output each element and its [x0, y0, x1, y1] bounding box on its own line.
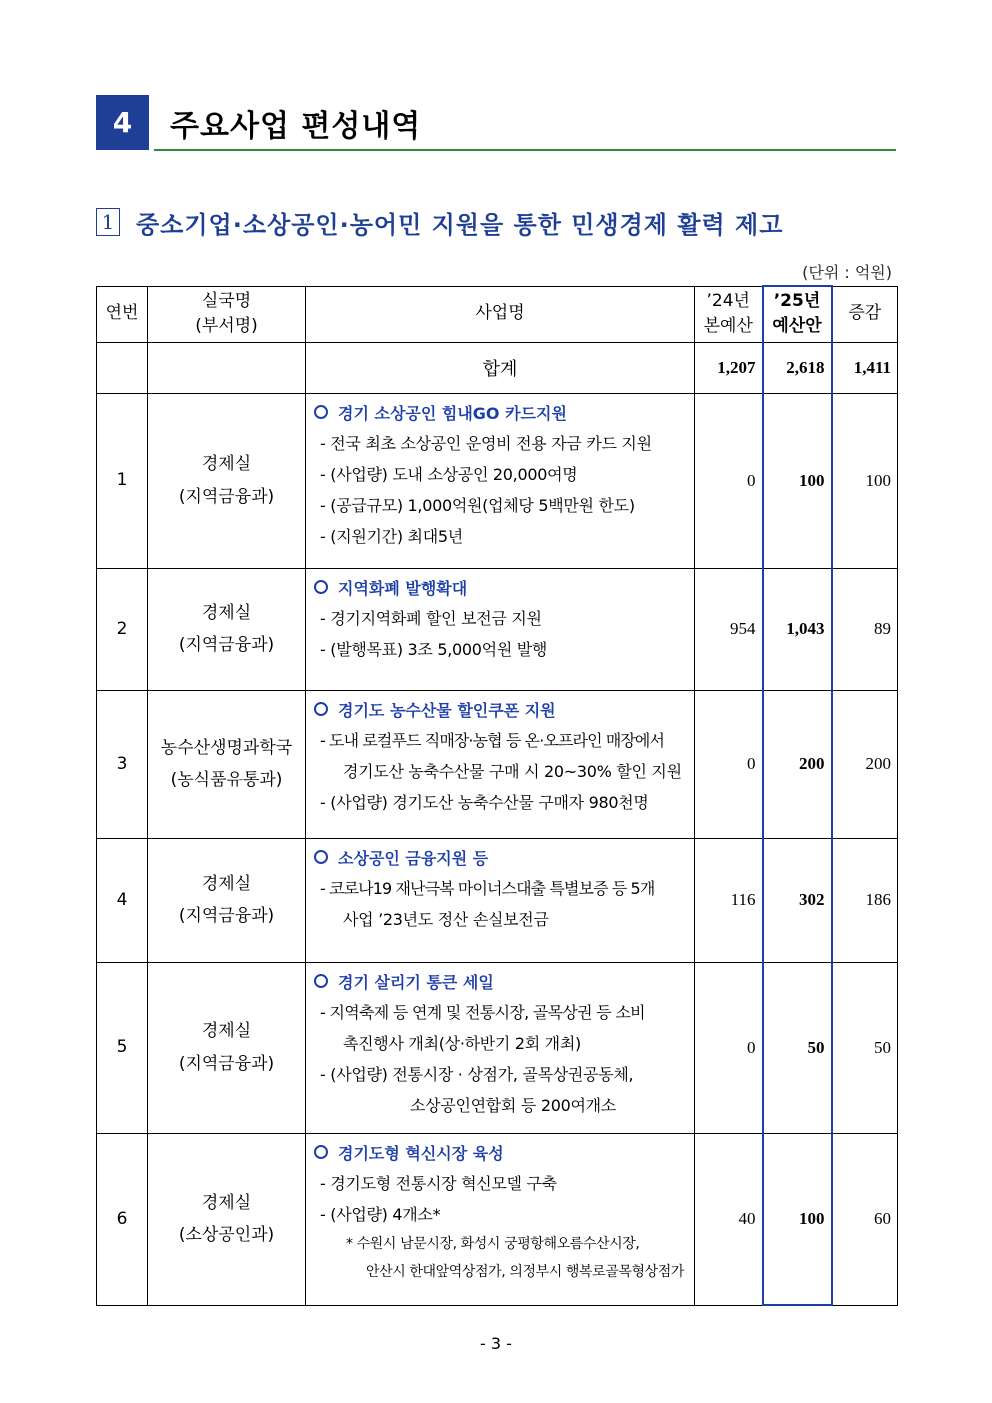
business-title-text: 경기도 농수산물 할인쿠폰 지원 [338, 700, 556, 720]
business-line: - 경기지역화폐 할인 보전금 지원 [320, 608, 542, 628]
row-business [306, 690, 695, 838]
row-y24: 0 [695, 393, 763, 568]
table-row [97, 962, 898, 1133]
header-no: 연번 [97, 286, 148, 342]
business-line: - (사업량) 전통시장 · 상점가, 골목상권공동체, [320, 1064, 634, 1084]
row-subdept-name: (지역금융과) [178, 486, 275, 507]
row-business [306, 838, 695, 962]
subheading-title: 중소기업·소상공인·농어민 지원을 통한 민생경제 활력 제고 [136, 211, 784, 239]
business-footnote: * 수원시 남문시장, 화성시 궁평항해오름수산시장, [346, 1235, 640, 1252]
circle-bullet-icon [314, 974, 328, 988]
header-y25-line1: ’25년 [773, 290, 821, 311]
business-line: - 전국 최초 소상공인 운영비 전용 자금 카드 지원 [320, 433, 652, 453]
business-line: - (공급규모) 1,000억원(업체당 5백만원 한도) [320, 495, 635, 515]
row-dept [148, 690, 306, 838]
circle-bullet-icon [314, 850, 328, 864]
total-y24: 1,207 [695, 342, 763, 393]
row-dept [148, 393, 306, 568]
table-row [97, 1133, 898, 1305]
section-title: 주요사업 편성내역 [170, 109, 422, 144]
circle-bullet-icon [314, 580, 328, 594]
business-title [314, 969, 688, 997]
header-dept-line2: (부서명) [195, 316, 258, 336]
business-line: - 도내 로컬푸드 직매장·농협 등 온·오프라인 매장에서 [320, 730, 665, 750]
row-y24: 954 [695, 568, 763, 690]
business-title-text: 지역화폐 발행확대 [338, 578, 468, 598]
row-dept [148, 568, 306, 690]
row-y24: 0 [695, 690, 763, 838]
row-y25: 1,043 [763, 568, 832, 690]
row-diff: 89 [832, 568, 898, 690]
row-y24: 40 [695, 1133, 763, 1305]
table-row [97, 568, 898, 690]
business-line: - (발행목표) 3조 5,000억원 발행 [320, 639, 548, 659]
row-no: 2 [97, 568, 148, 690]
row-diff: 50 [832, 962, 898, 1133]
row-subdept-name: (지역금융과) [178, 1053, 275, 1074]
header-dept [148, 286, 306, 342]
total-y25: 2,618 [763, 342, 832, 393]
row-subdept-name: (소상공인과) [178, 1225, 275, 1245]
row-dept [148, 1133, 306, 1305]
header-diff: 증감 [832, 286, 898, 342]
subheading-marker: 1 [96, 208, 120, 236]
row-diff: 100 [832, 393, 898, 568]
table-row [97, 690, 898, 838]
row-y25: 100 [763, 1133, 832, 1305]
business-line: - 지역축제 등 연계 및 전통시장, 골목상권 등 소비 [320, 1002, 645, 1022]
business-line: - (사업량) 4개소* [320, 1204, 441, 1224]
row-dept-name: 농수산생명과학국 [160, 737, 293, 758]
row-dept-name: 경제실 [201, 873, 252, 894]
header-y25-line2: 예산안 [772, 316, 822, 337]
heading-rule [154, 149, 896, 151]
business-title-text: 경기도형 혁신시장 육성 [338, 1143, 504, 1163]
header-y24-line1: ’24년 [706, 290, 750, 311]
row-business [306, 568, 695, 690]
total-empty-dept [148, 342, 306, 393]
business-line: - 코로나19 재난극복 마이너스대출 특별보증 등 5개 [320, 878, 655, 898]
business-line: 사업 ’23년도 정산 손실보전금 [343, 909, 549, 929]
business-line: 경기도산 농축수산물 구매 시 20~30% 할인 지원 [343, 761, 682, 781]
business-line: 소상공인연합회 등 200여개소 [410, 1095, 616, 1115]
total-row [97, 342, 898, 393]
circle-bullet-icon [314, 702, 328, 716]
business-footnote: 안산시 한대앞역상점가, 의정부시 행복로골목형상점가 [366, 1263, 685, 1280]
row-dept [148, 838, 306, 962]
row-diff: 200 [832, 690, 898, 838]
row-diff: 60 [832, 1133, 898, 1305]
header-business: 사업명 [306, 286, 695, 342]
row-y25: 50 [763, 962, 832, 1133]
total-empty-no [97, 342, 148, 393]
row-business [306, 962, 695, 1133]
row-subdept-name: (농식품유통과) [170, 770, 283, 790]
row-diff: 186 [832, 838, 898, 962]
row-subdept-name: (지역금융과) [178, 635, 275, 655]
row-y25: 302 [763, 838, 832, 962]
row-y24: 0 [695, 962, 763, 1133]
header-y24-line2: 본예산 [703, 316, 753, 336]
header-y25 [763, 286, 832, 342]
business-title [314, 400, 688, 428]
header-dept-line1: 실국명 [201, 290, 252, 311]
business-line: - (지원기간) 최대5년 [320, 526, 463, 546]
business-line: - (사업량) 도내 소상공인 20,000여명 [320, 464, 578, 484]
table-header-row [97, 286, 898, 342]
row-y24: 116 [695, 838, 763, 962]
row-no: 3 [97, 690, 148, 838]
row-no: 4 [97, 838, 148, 962]
row-no: 6 [97, 1133, 148, 1305]
section-heading [96, 95, 896, 151]
circle-bullet-icon [314, 405, 328, 419]
row-business [306, 1133, 695, 1305]
total-diff: 1,411 [832, 342, 898, 393]
row-dept-name: 경제실 [201, 1192, 252, 1213]
section-number: 4 [96, 95, 149, 150]
business-line: - (사업량) 경기도산 농축수산물 구매자 980천명 [320, 792, 649, 812]
table-row [97, 838, 898, 962]
business-title-text: 경기 소상공인 힘내GO 카드지원 [338, 403, 567, 423]
row-dept [148, 962, 306, 1133]
row-y25: 100 [763, 393, 832, 568]
row-dept-name: 경제실 [201, 1021, 252, 1042]
row-no: 5 [97, 962, 148, 1133]
business-title [314, 845, 688, 873]
page-number: - 3 - [480, 1334, 512, 1353]
row-no: 1 [97, 393, 148, 568]
table-row [97, 393, 898, 568]
unit-note: (단위 : 억원) [802, 263, 892, 282]
business-title-text: 소상공인 금융지원 등 [338, 848, 489, 868]
business-line: 촉진행사 개최(상·하반기 2회 개최) [343, 1033, 581, 1053]
business-line: - 경기도형 전통시장 혁신모델 구축 [320, 1173, 557, 1193]
total-label: 합계 [306, 342, 695, 393]
row-y25: 200 [763, 690, 832, 838]
row-dept-name: 경제실 [201, 454, 252, 475]
row-dept-name: 경제실 [201, 602, 252, 623]
row-subdept-name: (지역금융과) [178, 906, 275, 926]
header-y24 [695, 286, 763, 342]
circle-bullet-icon [314, 1145, 328, 1159]
business-title [314, 697, 688, 725]
business-title-text: 경기 살리기 통큰 세일 [338, 972, 494, 992]
budget-table [96, 285, 898, 1306]
row-business [306, 393, 695, 568]
business-title [314, 575, 688, 603]
business-title [314, 1140, 688, 1168]
